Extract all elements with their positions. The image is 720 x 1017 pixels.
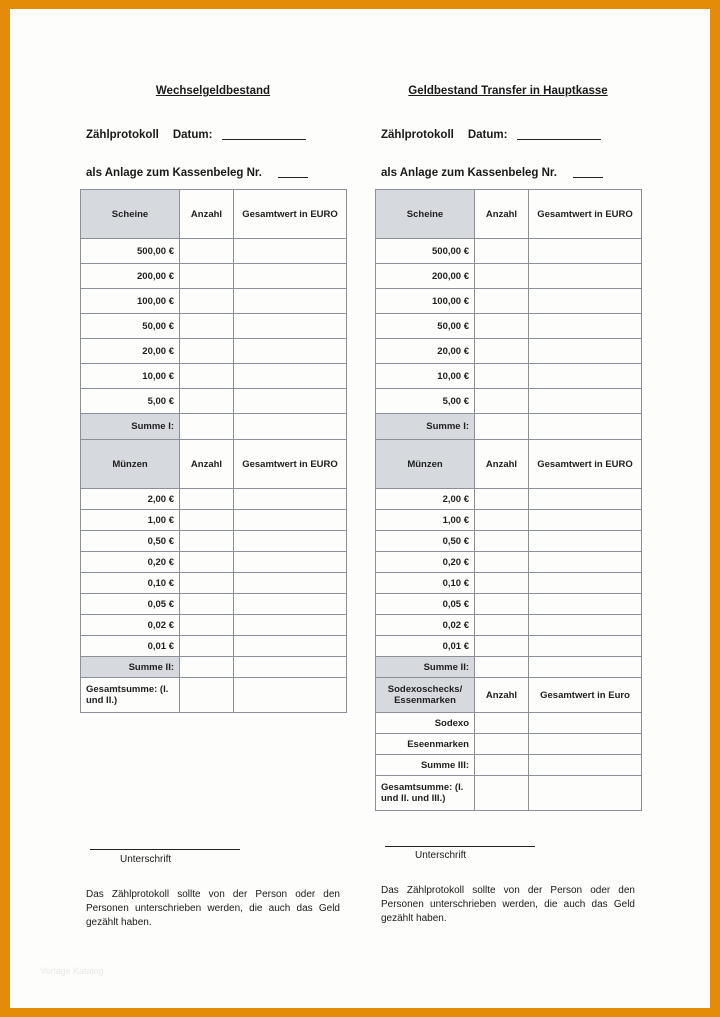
total-cell[interactable] — [234, 636, 347, 657]
left-date-field[interactable] — [222, 139, 306, 140]
right-vouchers-header: Sodexoschecks/ Essenmarken — [376, 678, 475, 713]
sum-total-cell[interactable] — [234, 657, 347, 678]
count-cell[interactable] — [180, 489, 234, 510]
left-signature-line[interactable] — [90, 849, 240, 850]
right-vouchers-total-header: Gesamtwert in Euro — [529, 678, 642, 713]
total-cell[interactable] — [529, 510, 642, 531]
total-cell[interactable] — [234, 510, 347, 531]
count-cell[interactable] — [475, 552, 529, 573]
denomination-label: 20,00 € — [376, 339, 475, 364]
left-protocol-line — [86, 129, 306, 141]
count-cell[interactable] — [180, 531, 234, 552]
left-note: Das Zählprotokoll sollte von der Person oder den Personen unterschrieben werden, die auch das Geld gezählt haben. — [86, 889, 340, 928]
denomination-label: 0,50 € — [376, 531, 475, 552]
total-cell[interactable] — [529, 615, 642, 636]
sum-total-cell[interactable] — [529, 657, 642, 678]
count-cell[interactable] — [180, 339, 234, 364]
right-signature-line[interactable] — [385, 846, 535, 847]
count-cell[interactable] — [475, 339, 529, 364]
left-coins-total-header: Gesamtwert in EURO — [234, 440, 347, 489]
total-cell[interactable] — [529, 594, 642, 615]
right-protocol-line — [381, 129, 601, 141]
total-cell[interactable] — [234, 289, 347, 314]
denomination-label: 100,00 € — [81, 289, 180, 314]
denomination-label: 0,20 € — [81, 552, 180, 573]
denomination-label: 10,00 € — [81, 364, 180, 389]
left-title: Wechselgeldbestand — [155, 85, 271, 97]
right-vouchers-count-header: Anzahl — [475, 678, 529, 713]
denomination-label: 2,00 € — [81, 489, 180, 510]
count-cell[interactable] — [180, 552, 234, 573]
total-cell[interactable] — [529, 552, 642, 573]
denomination-label: 1,00 € — [376, 510, 475, 531]
denomination-label: 200,00 € — [81, 264, 180, 289]
denomination-label: 100,00 € — [376, 289, 475, 314]
denomination-label: 0,05 € — [376, 594, 475, 615]
count-cell[interactable] — [475, 573, 529, 594]
total-cell[interactable] — [234, 573, 347, 594]
right-grand-total-label: Gesamtsumme: (I. und II. und III.) — [376, 776, 475, 811]
right-signature-label: Unterschrift — [415, 850, 467, 861]
count-cell[interactable] — [180, 389, 234, 414]
right-notes-count-header: Anzahl — [475, 190, 529, 239]
sum-total-cell[interactable] — [529, 755, 642, 776]
denomination-label: 0,01 € — [376, 636, 475, 657]
left-notes-count-header: Anzahl — [180, 190, 234, 239]
right-coins-total-header: Gesamtwert in EURO — [529, 440, 642, 489]
total-cell[interactable] — [529, 289, 642, 314]
voucher-label: Eseenmarken — [376, 734, 475, 755]
watermark: Vorlage Katalog — [40, 966, 104, 976]
left-receipt-number-field[interactable] — [278, 177, 308, 178]
denomination-label: 10,00 € — [376, 364, 475, 389]
denomination-label: 0,05 € — [81, 594, 180, 615]
count-cell[interactable] — [180, 289, 234, 314]
denomination-label: 0,02 € — [376, 615, 475, 636]
denomination-label: 50,00 € — [81, 314, 180, 339]
total-cell[interactable] — [529, 314, 642, 339]
total-cell[interactable] — [234, 364, 347, 389]
total-cell[interactable] — [529, 713, 642, 734]
count-cell[interactable] — [180, 264, 234, 289]
left-notes-total-header: Gesamtwert in EURO — [234, 190, 347, 239]
right-count-table — [375, 189, 642, 811]
count-cell[interactable] — [475, 489, 529, 510]
right-note: Das Zählprotokoll sollte von der Person oder den Personen unterschrieben werden, die auch das Geld gezählt haben. — [381, 885, 635, 924]
total-cell[interactable] — [234, 594, 347, 615]
total-cell[interactable] — [529, 636, 642, 657]
denomination-label: 0,20 € — [376, 552, 475, 573]
denomination-label: 1,00 € — [81, 510, 180, 531]
denomination-label: 0,02 € — [81, 615, 180, 636]
right-notes-total-header: Gesamtwert in EURO — [529, 190, 642, 239]
count-cell[interactable] — [475, 531, 529, 552]
sum-count-cell[interactable] — [180, 414, 234, 440]
left-notes-header: Scheine — [81, 190, 180, 239]
total-cell[interactable] — [529, 389, 642, 414]
denomination-label: 5,00 € — [81, 389, 180, 414]
count-cell[interactable] — [475, 636, 529, 657]
count-cell[interactable] — [475, 734, 529, 755]
sum-count-cell[interactable] — [475, 755, 529, 776]
denomination-label: 0,01 € — [81, 636, 180, 657]
denomination-label: 20,00 € — [81, 339, 180, 364]
total-cell[interactable] — [529, 264, 642, 289]
count-cell[interactable] — [180, 594, 234, 615]
right-sum2-label: Summe II: — [376, 657, 475, 678]
count-cell[interactable] — [475, 510, 529, 531]
right-notes-header: Scheine — [376, 190, 475, 239]
total-cell[interactable] — [234, 314, 347, 339]
count-cell[interactable] — [180, 615, 234, 636]
denomination-label: 0,10 € — [376, 573, 475, 594]
right-coins-header: Münzen — [376, 440, 475, 489]
left-sum1-label: Summe I: — [81, 414, 180, 440]
right-sum1-label: Summe I: — [376, 414, 475, 440]
total-cell[interactable] — [529, 489, 642, 510]
total-cell[interactable] — [234, 264, 347, 289]
left-date-label: Datum: — [172, 129, 213, 141]
total-cell[interactable] — [234, 615, 347, 636]
right-date-label: Datum: — [467, 129, 508, 141]
denomination-label: 0,50 € — [81, 531, 180, 552]
count-cell[interactable] — [475, 713, 529, 734]
total-cell[interactable] — [529, 531, 642, 552]
right-attachment-label: als Anlage zum Kassenbeleg Nr. — [381, 167, 557, 179]
denomination-label: 500,00 € — [376, 239, 475, 264]
total-cell[interactable] — [529, 364, 642, 389]
right-attachment-line — [381, 167, 603, 179]
count-cell[interactable] — [475, 389, 529, 414]
sum-total-cell[interactable] — [529, 414, 642, 440]
voucher-label: Sodexo — [376, 713, 475, 734]
grand-total-value-cell[interactable] — [234, 678, 347, 713]
denomination-label: 500,00 € — [81, 239, 180, 264]
right-sum3-label: Summe III: — [376, 755, 475, 776]
total-cell[interactable] — [529, 239, 642, 264]
left-count-table — [80, 189, 347, 713]
count-cell[interactable] — [180, 573, 234, 594]
grand-total-value-cell[interactable] — [529, 776, 642, 811]
denomination-label: 2,00 € — [376, 489, 475, 510]
count-cell[interactable] — [180, 364, 234, 389]
count-cell[interactable] — [475, 364, 529, 389]
count-cell[interactable] — [475, 314, 529, 339]
sum-count-cell[interactable] — [475, 414, 529, 440]
total-cell[interactable] — [529, 339, 642, 364]
grand-total-count-cell[interactable] — [180, 678, 234, 713]
right-date-field[interactable] — [517, 139, 601, 140]
total-cell[interactable] — [234, 389, 347, 414]
left-grand-total-label: Gesamtsumme: (I. und II.) — [81, 678, 180, 713]
right-receipt-number-field[interactable] — [573, 177, 603, 178]
total-cell[interactable] — [234, 489, 347, 510]
count-cell[interactable] — [475, 264, 529, 289]
left-attachment-line — [86, 167, 308, 179]
right-coins-count-header: Anzahl — [475, 440, 529, 489]
right-title: Geldbestand Transfer in Hauptkasse — [408, 85, 608, 97]
denomination-label: 0,10 € — [81, 573, 180, 594]
denomination-label: 200,00 € — [376, 264, 475, 289]
total-cell[interactable] — [234, 239, 347, 264]
total-cell[interactable] — [234, 531, 347, 552]
left-coins-header: Münzen — [81, 440, 180, 489]
left-attachment-label: als Anlage zum Kassenbeleg Nr. — [86, 167, 262, 179]
left-sum2-label: Summe II: — [81, 657, 180, 678]
total-cell[interactable] — [529, 573, 642, 594]
total-cell[interactable] — [234, 339, 347, 364]
sum-count-cell[interactable] — [180, 657, 234, 678]
denomination-label: 5,00 € — [376, 389, 475, 414]
count-cell[interactable] — [475, 615, 529, 636]
left-protocol-label: Zählprotokoll — [86, 129, 159, 141]
grand-total-count-cell[interactable] — [475, 776, 529, 811]
count-cell[interactable] — [180, 510, 234, 531]
count-cell[interactable] — [475, 594, 529, 615]
total-cell[interactable] — [234, 552, 347, 573]
right-protocol-label: Zählprotokoll — [381, 129, 454, 141]
total-cell[interactable] — [529, 734, 642, 755]
document-page — [10, 9, 710, 1008]
count-cell[interactable] — [180, 239, 234, 264]
sum-total-cell[interactable] — [234, 414, 347, 440]
count-cell[interactable] — [475, 239, 529, 264]
count-cell[interactable] — [180, 636, 234, 657]
denomination-label: 50,00 € — [376, 314, 475, 339]
left-coins-count-header: Anzahl — [180, 440, 234, 489]
count-cell[interactable] — [475, 289, 529, 314]
sum-count-cell[interactable] — [475, 657, 529, 678]
count-cell[interactable] — [180, 314, 234, 339]
left-signature-label: Unterschrift — [120, 854, 172, 865]
